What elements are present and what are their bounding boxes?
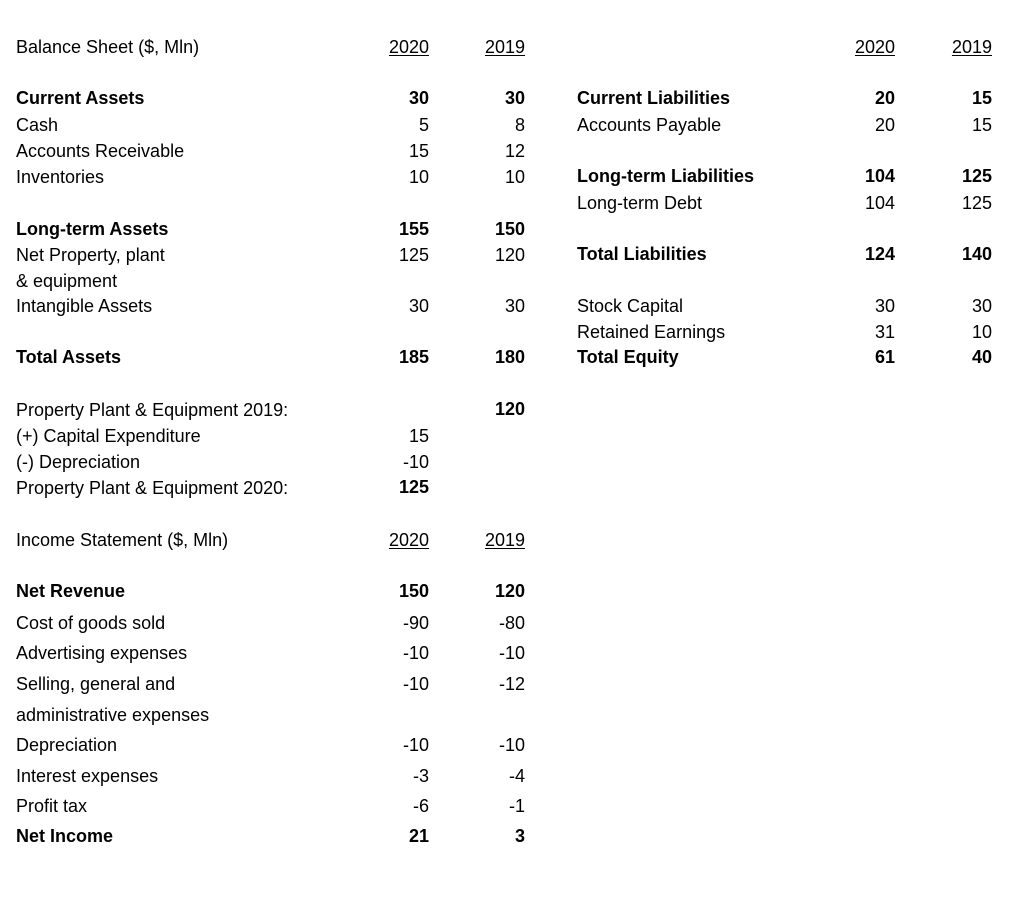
ppe-2020-value: 125 — [398, 477, 429, 497]
total-equity-2019: 40 — [971, 347, 992, 367]
long-term-debt-2019: 125 — [961, 193, 992, 213]
retained-earnings-2020: 31 — [874, 322, 895, 342]
inventories-label: Inventories — [16, 167, 105, 187]
current-liabilities-label: Current Liabilities — [577, 88, 731, 108]
sga-2019: -12 — [498, 674, 525, 694]
inventories-2020: 10 — [408, 167, 429, 187]
advertising-2020: -10 — [402, 643, 429, 663]
assets-year-2019-header: 2019 — [484, 37, 525, 57]
depreciation-rollforward-label: (-) Depreciation — [16, 452, 141, 472]
sga-label-line1: Selling, general and — [16, 674, 176, 694]
accounts-payable-2020: 20 — [874, 115, 895, 135]
income-statement-title: Income Statement ($, Mln) — [16, 530, 229, 550]
ppe-2020-label: Property Plant & Equipment 2020: — [16, 478, 289, 498]
liabilities-year-2019-header: 2019 — [951, 37, 992, 57]
net-ppe-label-line1: Net Property, plant — [16, 245, 165, 265]
profit-tax-label: Profit tax — [16, 796, 88, 816]
total-assets-label: Total Assets — [16, 347, 122, 367]
cogs-label: Cost of goods sold — [16, 613, 166, 633]
income-year-2020-header: 2020 — [388, 530, 429, 550]
long-term-liabilities-2019: 125 — [961, 166, 992, 186]
intangible-assets-label: Intangible Assets — [16, 296, 153, 316]
depreciation-2019: -10 — [498, 735, 525, 755]
net-income-2020: 21 — [408, 826, 429, 846]
long-term-assets-2019: 150 — [494, 219, 525, 239]
intangible-assets-2019: 30 — [504, 296, 525, 316]
capex-value: 15 — [408, 426, 429, 446]
assets-year-2020-header: 2020 — [388, 37, 429, 57]
inventories-2019: 10 — [504, 167, 525, 187]
current-assets-label: Current Assets — [16, 88, 145, 108]
current-assets-2019: 30 — [504, 88, 525, 108]
long-term-assets-2020: 155 — [398, 219, 429, 239]
intangible-assets-2020: 30 — [408, 296, 429, 316]
liabilities-year-2020-header: 2020 — [854, 37, 895, 57]
capex-label: (+) Capital Expenditure — [16, 426, 201, 446]
profit-tax-2020: -6 — [412, 796, 429, 816]
ppe-2019-value: 120 — [494, 399, 525, 419]
long-term-liabilities-2020: 104 — [864, 166, 895, 186]
retained-earnings-label: Retained Earnings — [577, 322, 726, 342]
advertising-2019: -10 — [498, 643, 525, 663]
current-liabilities-2020: 20 — [874, 88, 895, 108]
depreciation-2020: -10 — [402, 735, 429, 755]
cash-2020: 5 — [418, 115, 429, 135]
advertising-label: Advertising expenses — [16, 643, 188, 663]
stock-capital-label: Stock Capital — [577, 296, 684, 316]
total-equity-2020: 61 — [874, 347, 895, 367]
total-liabilities-label: Total Liabilities — [577, 244, 707, 264]
total-liabilities-2020: 124 — [864, 244, 895, 264]
balance-sheet-title: Balance Sheet ($, Mln) — [16, 37, 200, 57]
accounts-receivable-2020: 15 — [408, 141, 429, 161]
long-term-liabilities-label: Long-term Liabilities — [577, 166, 755, 186]
accounts-payable-2019: 15 — [971, 115, 992, 135]
total-assets-2019: 180 — [494, 347, 525, 367]
sga-2020: -10 — [402, 674, 429, 694]
current-liabilities-2019: 15 — [971, 88, 992, 108]
net-income-label: Net Income — [16, 826, 114, 846]
interest-2020: -3 — [412, 766, 429, 786]
accounts-receivable-label: Accounts Receivable — [16, 141, 185, 161]
depreciation-label: Depreciation — [16, 735, 118, 755]
total-liabilities-2019: 140 — [961, 244, 992, 264]
interest-2019: -4 — [508, 766, 525, 786]
long-term-debt-label: Long-term Debt — [577, 193, 703, 213]
retained-earnings-2019: 10 — [971, 322, 992, 342]
accounts-payable-label: Accounts Payable — [577, 115, 722, 135]
net-revenue-2019: 120 — [494, 581, 525, 601]
net-revenue-2020: 150 — [398, 581, 429, 601]
sga-label-line2: administrative expenses — [16, 705, 210, 725]
ppe-2019-label: Property Plant & Equipment 2019: — [16, 400, 289, 420]
cash-2019: 8 — [514, 115, 525, 135]
cogs-2020: -90 — [402, 613, 429, 633]
net-ppe-2020: 125 — [398, 245, 429, 265]
long-term-debt-2020: 104 — [864, 193, 895, 213]
cash-label: Cash — [16, 115, 59, 135]
total-assets-2020: 185 — [398, 347, 429, 367]
current-assets-2020: 30 — [408, 88, 429, 108]
long-term-assets-label: Long-term Assets — [16, 219, 169, 239]
net-revenue-label: Net Revenue — [16, 581, 126, 601]
interest-label: Interest expenses — [16, 766, 159, 786]
net-ppe-label-line2: & equipment — [16, 271, 118, 291]
total-equity-label: Total Equity — [577, 347, 679, 367]
net-ppe-2019: 120 — [494, 245, 525, 265]
net-income-2019: 3 — [514, 826, 525, 846]
stock-capital-2020: 30 — [874, 296, 895, 316]
accounts-receivable-2019: 12 — [504, 141, 525, 161]
depreciation-rollforward-value: -10 — [402, 452, 429, 472]
cogs-2019: -80 — [498, 613, 525, 633]
profit-tax-2019: -1 — [508, 796, 525, 816]
income-year-2019-header: 2019 — [484, 530, 525, 550]
stock-capital-2019: 30 — [971, 296, 992, 316]
